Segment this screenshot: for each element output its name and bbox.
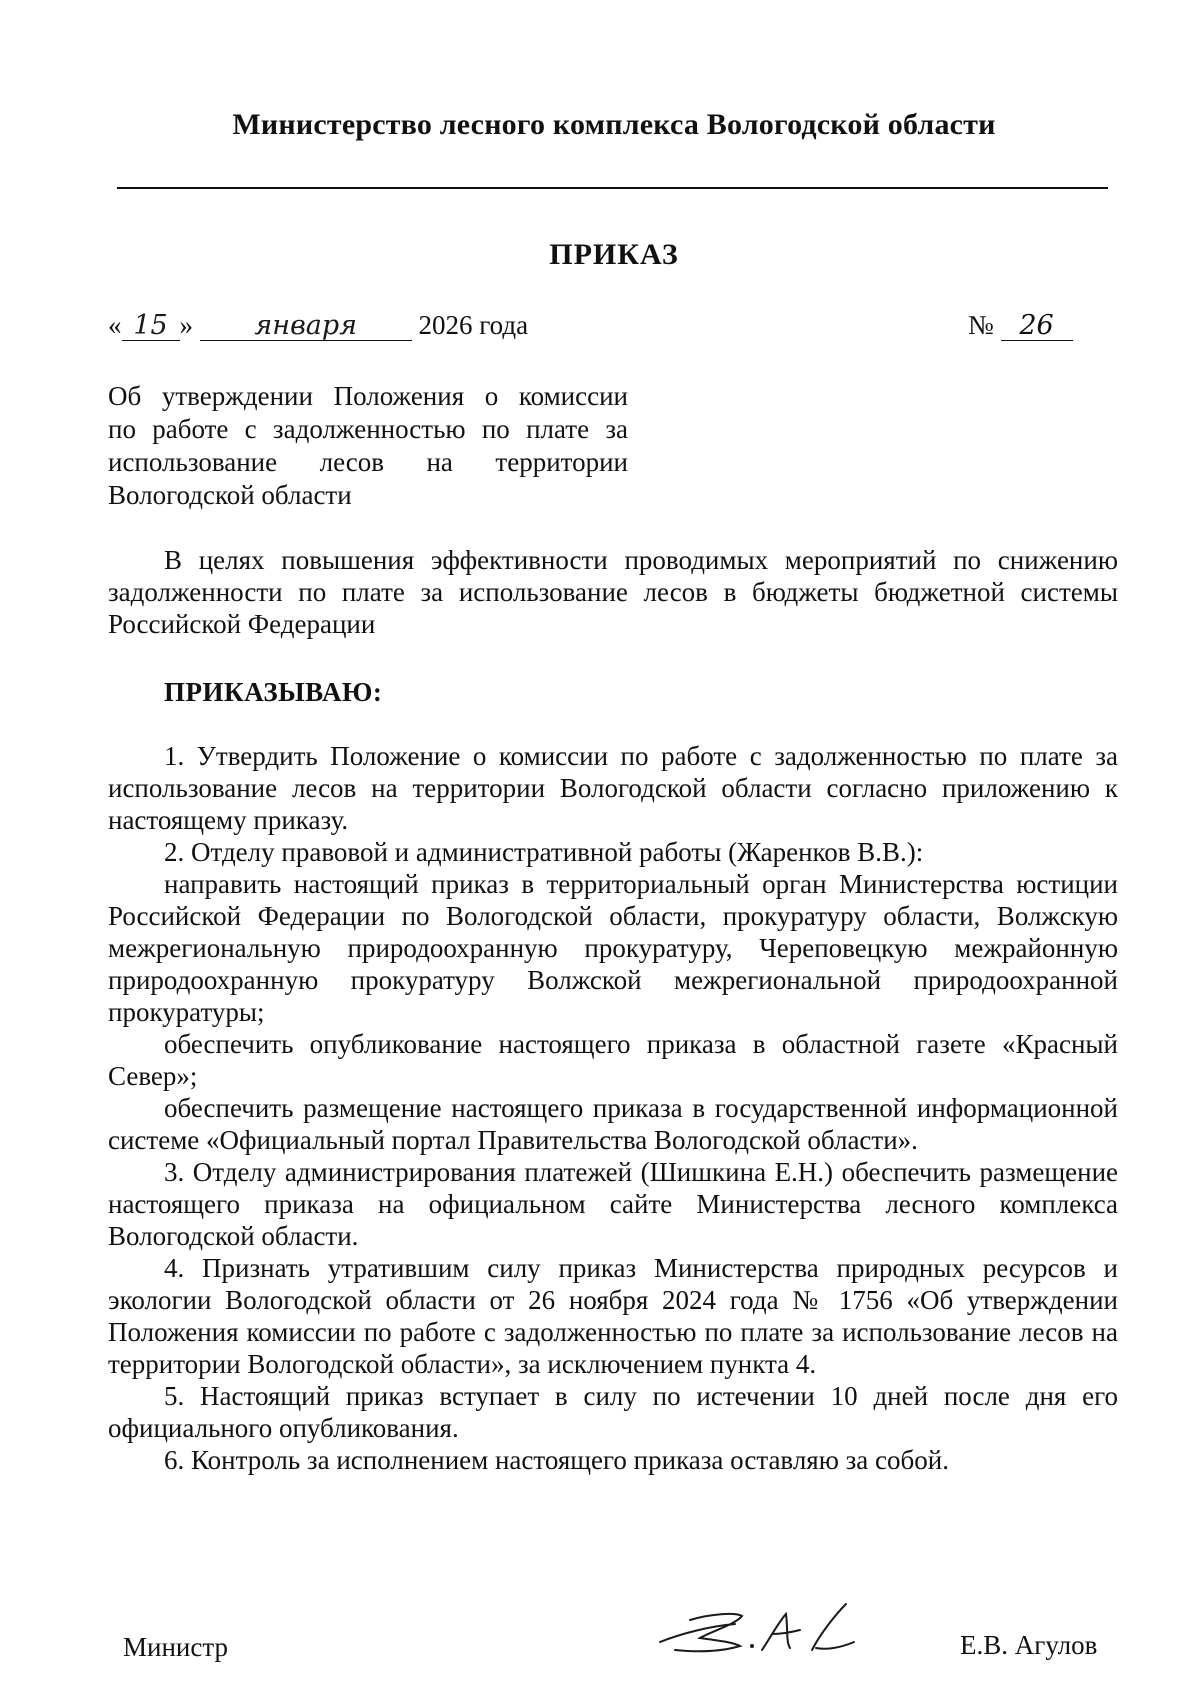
order-item: направить настоящий приказ в территориальный орган Министерства юстиции Российской Федерации по Вологодской области, прокуратуру области, Волжскую межрегиональную природоохранную прокуратуру, Череповецкую межрайонную природоохранную прокуратуру Волжской межрегиональной природоохранной прокуратуры;: [108, 869, 1118, 1027]
order-subject: [108, 380, 628, 512]
order-item: 6. Контроль за исполнением настоящего приказа оставляю за собой.: [164, 1445, 949, 1475]
preamble-text: В целях повышения эффективности проводимых мероприятий по снижению задолженности по плате за использование лесов в бюджеты бюджетной системы Российской Федерации: [108, 545, 1118, 639]
ministry-name: Министерство лесного комплекса Вологодской области: [232, 108, 996, 141]
document-type: ПРИКАЗ: [549, 238, 679, 271]
order-item: 4. Признать утратившим силу приказ Министерства природных ресурсов и экологии Вологодской области от 26 ноября 2024 года № 1756 «Об утверждении Положения комиссии по работе с задолженностью по плате за использование лесов на территории Вологодской области», за исключением пункта 4.: [108, 1253, 1118, 1379]
number-label: №: [968, 310, 994, 340]
date-month: января: [254, 310, 358, 341]
order-item: 3. Отделу администрирования платежей (Шишкина Е.Н.) обеспечить размещение настоящего приказа на официальном сайте Министерства лесного комплекса Вологодской области.: [108, 1157, 1118, 1251]
order-item: 1. Утвердить Положение о комиссии по работе с задолженностью по плате за использование лесов на территории Вологодской области согласно приложению к настоящему приказу.: [108, 741, 1118, 835]
subject-line: по работе с задолженностью по плате за: [108, 414, 628, 444]
order-item: 2. Отделу правовой и административной работы (Жаренков В.В.):: [164, 837, 924, 867]
date-open-quote: «: [108, 310, 122, 340]
number-value: 26: [1019, 310, 1054, 341]
preamble: [108, 544, 1118, 640]
order-date: [108, 310, 528, 341]
order-number: [968, 310, 1073, 341]
order-item: обеспечить опубликование настоящего приказа в областной газете «Красный Север»;: [108, 1029, 1118, 1091]
order-items: [108, 740, 1118, 1476]
order-item: 5. Настоящий приказ вступает в силу по истечении 10 дней после дня его официального опубликования.: [108, 1381, 1118, 1443]
signatory-name: Е.В. Агулов: [960, 1630, 1098, 1660]
order-item: обеспечить размещение настоящего приказа в государственной информационной системе «Официальный портал Правительства Вологодской области».: [108, 1093, 1118, 1155]
signature-block: [0, 1590, 1200, 1680]
subject-line: Вологодской области: [108, 480, 352, 510]
date-close-quote: »: [179, 310, 193, 340]
header-divider: [117, 187, 1108, 189]
subject-line: использование лесов на территории: [108, 447, 628, 477]
date-year: 2026 года: [418, 310, 529, 340]
date-day: 15: [133, 310, 168, 341]
signatory-title: Министр: [123, 1632, 228, 1662]
handwritten-signature: [640, 1590, 880, 1670]
subject-line: Об утверждении Положения о комиссии: [108, 381, 628, 411]
decree-heading: ПРИКАЗЫВАЮ:: [164, 677, 383, 707]
